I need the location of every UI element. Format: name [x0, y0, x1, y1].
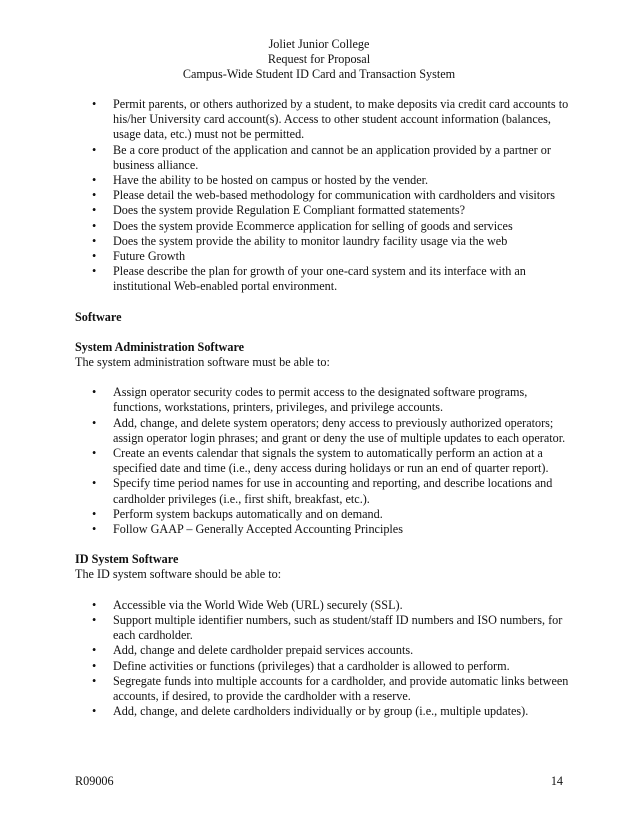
- bullet-icon: •: [92, 597, 97, 612]
- bullet-icon: •: [92, 446, 97, 461]
- list-item: [75, 97, 575, 143]
- list-item: [75, 507, 575, 522]
- list-item-text: Be a core product of the application and cannot be an application provided by a partner or business alliance.: [113, 142, 551, 172]
- bullet-icon: •: [92, 142, 97, 157]
- list-item: [75, 188, 575, 203]
- bullet-icon: •: [92, 506, 97, 521]
- list-item: [75, 643, 575, 658]
- list-item-text: Define activities or functions (privileges) that a cardholder is allowed to perform.: [113, 658, 510, 673]
- bullet-icon: •: [92, 385, 97, 400]
- list-item-text: Future Growth: [113, 249, 186, 264]
- list-item-text: Assign operator security codes to permit access to the designated software programs, functions, workstations, printers, privileges, and privilege accounts.: [113, 385, 528, 415]
- list-item: [75, 234, 575, 249]
- list-item: [75, 704, 575, 719]
- list-item-text: Follow GAAP – Generally Accepted Accounting Principles: [113, 522, 403, 537]
- id-system-bullet-list: [75, 598, 575, 720]
- bullet-icon: •: [92, 249, 97, 264]
- bullet-icon: •: [92, 476, 97, 491]
- id-system-heading: ID System Software: [75, 552, 179, 567]
- document-body: [75, 97, 575, 719]
- footer-doc-id: R09006: [75, 774, 114, 788]
- list-item-text: Does the system provide Regulation E Compliant formatted statements?: [113, 203, 466, 218]
- bullet-icon: •: [92, 643, 97, 658]
- list-item: [75, 385, 575, 415]
- bullet-icon: •: [92, 233, 97, 248]
- list-item: [75, 173, 575, 188]
- bullet-icon: •: [92, 673, 97, 688]
- list-item-text: Please detail the web-based methodology for communication with cardholders and visitors: [113, 188, 556, 203]
- bullet-icon: •: [92, 522, 97, 537]
- list-item-text: Add, change, and delete cardholders individually or by group (i.e., multiple updates).: [113, 704, 529, 719]
- list-item-text: Add, change and delete cardholder prepaid services accounts.: [113, 643, 414, 658]
- list-item: [75, 249, 575, 264]
- list-item: [75, 522, 575, 537]
- document-header: [0, 37, 638, 83]
- list-item-text: Specify time period names for use in accounting and reporting, and describe locations and cardholder privileges (i.e., first shift, breakfast, etc.).: [113, 476, 553, 506]
- list-item: [75, 598, 575, 613]
- list-item: [75, 674, 575, 704]
- list-item-text: Does the system provide Ecommerce application for selling of goods and services: [113, 218, 513, 233]
- sys-admin-bullet-list: [75, 385, 575, 537]
- list-item-text: Have the ability to be hosted on campus or hosted by the vender.: [113, 173, 429, 188]
- sys-admin-intro: The system administration software must be able to:: [75, 355, 330, 370]
- bullet-icon: •: [92, 264, 97, 279]
- bullet-icon: •: [92, 218, 97, 233]
- list-item-text: Create an events calendar that signals the system to automatically perform an action at a specified date and time (i.e., deny access during holidays or run an end of quarter report).: [113, 446, 549, 476]
- bullet-icon: •: [92, 203, 97, 218]
- list-item: [75, 659, 575, 674]
- bullet-icon: •: [92, 173, 97, 188]
- list-item-text: Perform system backups automatically and on demand.: [113, 506, 383, 521]
- list-item-text: Add, change, and delete system operators; deny access to previously authorized operators; assign operator login phrases; and grant or deny the use of multiple updates to each operator.: [113, 415, 566, 445]
- list-item: [75, 203, 575, 218]
- header-document-type: Request for Proposal: [267, 52, 371, 67]
- header-project-title: Campus-Wide Student ID Card and Transaction System: [182, 67, 456, 82]
- header-college-name: Joliet Junior College: [268, 37, 370, 51]
- id-system-intro: The ID system software should be able to:: [75, 567, 282, 582]
- list-item-text: Segregate funds into multiple accounts for a cardholder, and provide automatic links between accounts, if desired, to provide the cardholder with a reserve.: [113, 673, 569, 703]
- list-item: [75, 446, 575, 476]
- top-bullet-list: [75, 97, 575, 295]
- list-item: [75, 613, 575, 643]
- list-item-text: Does the system provide the ability to monitor laundry facility usage via the web: [113, 233, 508, 248]
- bullet-icon: •: [92, 704, 97, 719]
- software-heading: Software: [75, 309, 122, 324]
- list-item: [75, 143, 575, 173]
- footer-page-number: 14: [550, 774, 563, 788]
- list-item-text: Accessible via the World Wide Web (URL) securely (SSL).: [113, 597, 403, 612]
- list-item-text: Permit parents, or others authorized by a student, to make deposits via credit card accounts to his/her University card account(s). Access to other student account information (balances, usage data, etc.) must not be permitted.: [113, 97, 569, 142]
- list-item: [75, 416, 575, 446]
- bullet-icon: •: [92, 658, 97, 673]
- list-item: [75, 476, 575, 506]
- bullet-icon: •: [92, 97, 97, 111]
- bullet-icon: •: [92, 188, 97, 203]
- bullet-icon: •: [92, 415, 97, 430]
- list-item-text: Please describe the plan for growth of your one-card system and its interface with an institutional Web-enabled portal environment.: [113, 264, 526, 294]
- list-item: [75, 219, 575, 234]
- list-item-text: Support multiple identifier numbers, such as student/staff ID numbers and ISO numbers, for each cardholder.: [113, 612, 563, 643]
- sys-admin-heading: System Administration Software: [75, 339, 245, 354]
- list-item: [75, 264, 575, 294]
- bullet-icon: •: [92, 612, 97, 627]
